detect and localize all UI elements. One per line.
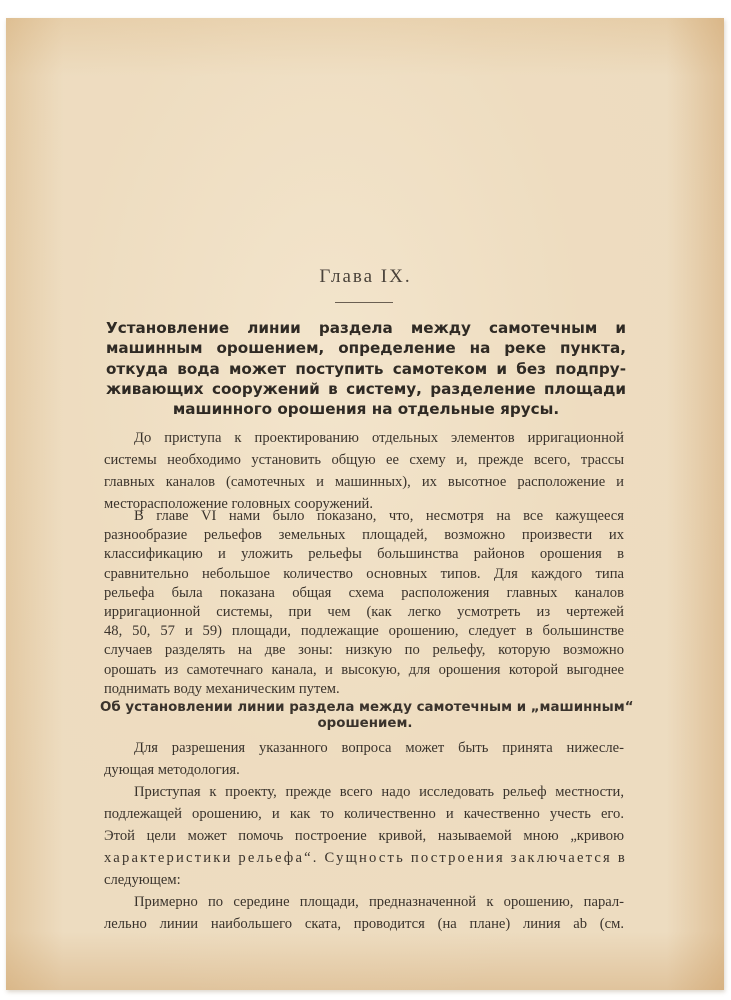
heading-line: машинного орошения на отдельные ярусы. <box>172 400 560 419</box>
body-line: дующая методология. <box>104 762 240 778</box>
body-line: главных каналов (самотечных и машинных), их высотное расположение и <box>104 474 624 490</box>
heading-line: откуда вода может поступить самотеком и без подпру- <box>106 359 626 378</box>
title-divider <box>335 302 393 303</box>
body-line: До приступа к проектированию отдельных элементов ирригационной <box>134 430 624 446</box>
body-line: сравнительно небольшое количество основных типов. Для каждого типа <box>104 565 624 582</box>
body-line: системы необходимо установить общую ее схему и, прежде всего, трассы <box>104 452 624 468</box>
body-line: Для разрешения указанного вопроса может быть принята нижесле- <box>134 740 624 756</box>
body-line: поднимать воду механическим путем. <box>104 680 340 697</box>
body-line: характеристики рельефа“. Сущность построения заключается в <box>104 850 627 866</box>
body-line: 48, 50, 57 и 59) площади, подлежащие орошению, следует в большинстве <box>104 623 624 640</box>
body-line: рельефа была показана общая схема расположения главных каналов <box>104 584 624 601</box>
body-line: Этой цели может помочь построение кривой, называемой мною „кривою <box>104 828 624 844</box>
body-line: классификацию и уложить рельефы большинства районов орошения в <box>104 546 624 563</box>
section-subheading: Об установлении линии раздела между самотечным и „машинным“ <box>100 700 634 715</box>
body-line: Примерно по середине площади, предназначенной к орошению, парал- <box>134 894 624 910</box>
heading-line: Установление линии раздела между самотечным и <box>106 319 626 337</box>
body-line: Приступая к проекту, прежде всего надо исследовать рельеф местности, <box>134 784 624 800</box>
chapter-title: Глава IX. <box>319 266 412 287</box>
body-line: В главе VI нами было показано, что, несмотря на все кажущееся <box>134 508 624 524</box>
section-subheading: орошением. <box>317 716 413 731</box>
heading-line: живающих сооружений в систему, разделение площади <box>106 379 626 398</box>
body-line: разнообразие рельефов земельных площадей, возможно произвести их <box>104 527 624 544</box>
body-line: орошать из самотечнаго канала, и высокую, для орошения которой выгоднее <box>104 661 624 678</box>
body-line: подлежащей орошению, и как то количественно и качественно учесть его. <box>104 806 624 822</box>
chapter-heading <box>106 318 626 419</box>
body-line: месторасположение головных сооружений. <box>104 496 374 512</box>
body-line: случаев разделять на две зоны: низкую по рельефу, которую возможно <box>104 642 624 659</box>
body-line: ирригационной системы, при чем (как легко усмотреть из чертежей <box>104 604 624 620</box>
body-line: следующем: <box>104 872 181 888</box>
body-line: лельно линии наибольшего ската, проводится (на плане) линия ab (см. <box>104 916 624 932</box>
heading-line: машинным орошением, определение на реке пункта, <box>106 339 626 358</box>
